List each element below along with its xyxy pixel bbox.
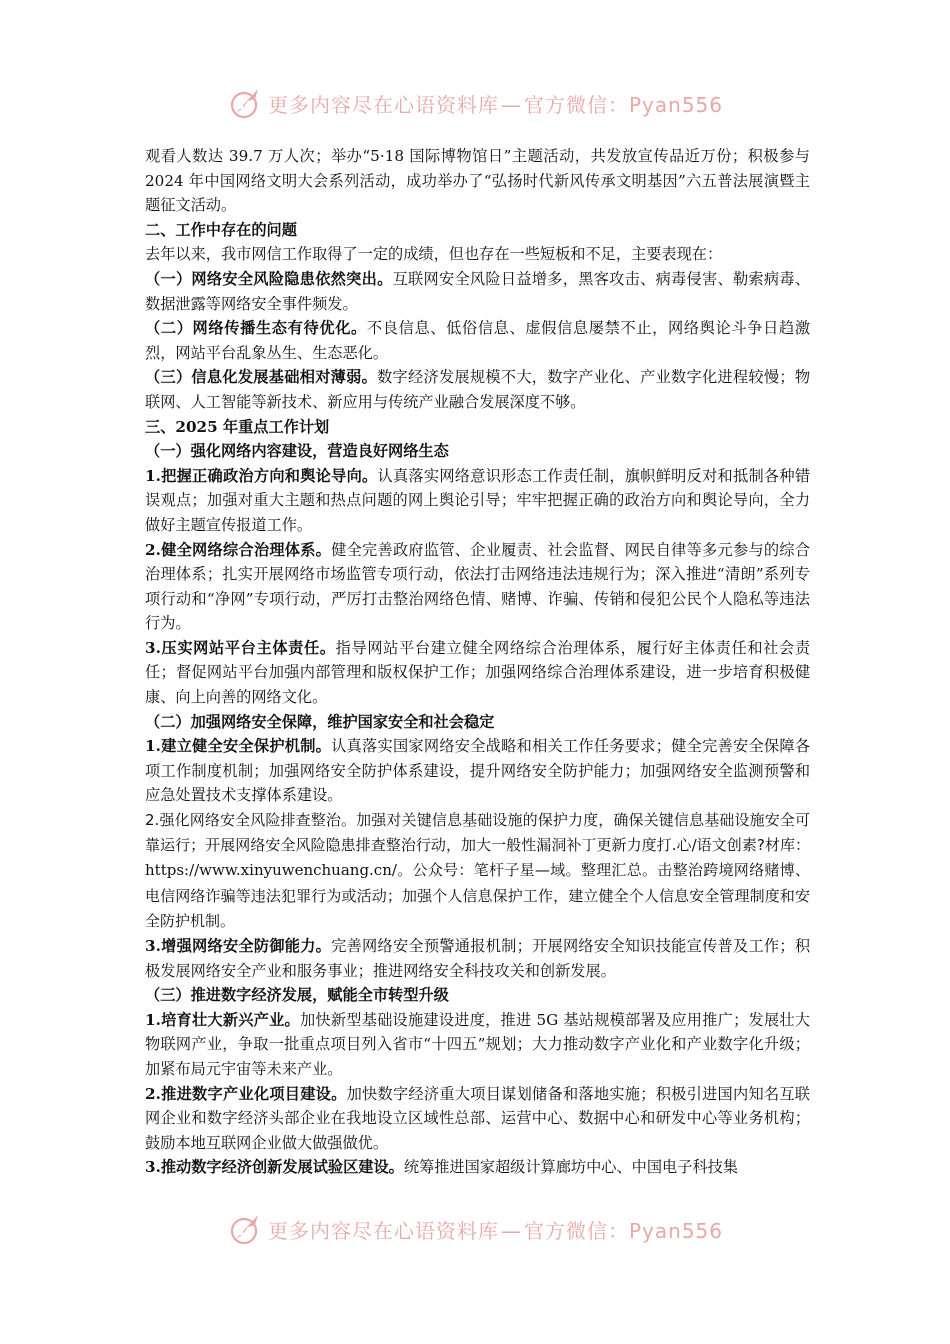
plan-item: 3.推动数字经济创新发展试验区建设。统筹推进国家超级计算廊坊中心、中国电子科技集	[145, 1158, 738, 1177]
subsection-heading: （一）强化网络内容建设，营造良好网络生态	[145, 442, 449, 461]
paragraph: 观看人数达 39.7 万人次；举办“5·18 国际博物馆日”主题活动，共发放宣传品近万份；积极参与 2024 年中国网络文明大会系列活动，成功举办了“弘扬时代新风传承文明基因”六五普法展演暨主题征文活动。	[145, 147, 810, 215]
subsection-heading: （三）推进数字经济发展，赋能全市转型升级	[145, 986, 449, 1005]
plan-item: 1.把握正确政治方向和舆论导向。认真落实网络意识形态工作责任制，旗帜鲜明反对和抵制各种错误观点；加强对重大主题和热点问题的网上舆论引导；牢牢把握正确的政治方向和舆论导向，全力做好主题宣传报道工作。	[145, 466, 811, 534]
plan-item: 1.建立健全安全保护机制。认真落实国家网络安全战略和相关工作任务要求；健全完善安全保障各项工作制度机制；加强网络安全防护体系建设，提升网络安全防护能力；加强网络安全监测预警和应急处置技术支撑体系建设。	[145, 737, 811, 805]
plan-item: 2.健全网络综合治理体系。健全完善政府监管、企业履责、社会监督、网民自律等多元参与的综合治理体系；扎实开展网络市场监管专项行动，依法打击网络违法违规行为；深入推进“清朗”系列专项行动和“净网”专项行动，严厉打击整治网络色情、赌博、诈骗、传销和侵犯公民个人隐私等违法行为。	[145, 540, 811, 633]
plan-item: 1.培育壮大新兴产业。加快新型基础设施建设进度，推进 5G 基站规模部署及应用推广；发展壮大物联网产业，争取一批重点项目列入省市“十四五”规划；大力推动数字产业化和产业数字化升级；加紧布局元宇宙等未来产业。	[145, 1010, 810, 1079]
plan-item: 3.增强网络安全防御能力。完善网络安全预警通报机制；开展网络安全知识技能宣传普及工作；积极发展网络安全产业和服务事业；推进网络安全科技攻关和创新发展。	[145, 937, 811, 980]
problem-item: （三）信息化发展基础相对薄弱。数字经济发展规模不大，数字产业化、产业数字化进程较慢；物联网、人工智能等新技术、新应用与传统产业融合发展深度不够。	[145, 368, 811, 411]
document-body	[145, 144, 810, 1180]
quill-logo-icon	[228, 1211, 264, 1247]
plan-item: 3.压实网站平台主体责任。指导网站平台建立健全网络综合治理体系，履行好主体责任和社会责任；督促网站平台加强内部管理和版权保护工作；加强网络综合治理体系建设，进一步培育积极健康、向上向善的网络文化。	[145, 638, 811, 707]
subsection-heading: （二）加强网络安全保障，维护国家安全和社会稳定	[145, 712, 495, 731]
section-heading: 三、2025 年重点工作计划	[145, 417, 330, 436]
website-link[interactable]: https://www.xinyuwenchuang.cn/	[145, 861, 397, 880]
watermark-text: 更多内容尽在心语资料库 — 官方微信：Pyan556	[268, 1218, 724, 1243]
watermark-footer	[228, 1209, 728, 1249]
problem-item: （一）网络安全风险隐患依然突出。互联网安全风险日益增多，黑客攻击、病毒侵害、勒索病毒、数据泄露等网络安全事件频发。	[145, 269, 811, 313]
section-heading: 二、工作中存在的问题	[145, 220, 297, 239]
problem-item: （二）网络传播生态有待优化。不良信息、低俗信息、虚假信息屡禁不止，网络舆论斗争日趋激烈，网站平台乱象丛生、生态恶化。	[145, 319, 811, 362]
plan-item: 2.推进数字产业化项目建设。加快数字经济重大项目谋划储备和落地实施；积极引进国内知名互联网企业和数字经济头部企业在我地设立区域性总部、运营中心、数据中心和研发中心等业务机构；鼓励本地互联网企业做大做强做优。	[145, 1084, 810, 1152]
plan-item-inserted-text: 2.强化网络安全风险排查整治。加强对关键信息基础设施的保护力度，确保关键信息基础设施安全可靠运行；开展网络安全风险隐患排查整治行动，加大一般性漏洞补丁更新力度打.心/语文创素?材库：https://www.xinyuwenchuang.cn/。公众号：笔杆子星—域。整理汇总。击整治跨境网络赌博、电信网络诈骗等违法犯罪行为或活动；加强个人信息保护工作，建立健全个人信息安全管理制度和安全防护机制。	[145, 811, 810, 930]
watermark-header	[228, 83, 728, 123]
paragraph: 去年以来，我市网信工作取得了一定的成绩，但也存在一些短板和不足，主要表现在：	[145, 245, 723, 264]
watermark-text: 更多内容尽在心语资料库 — 官方微信：Pyan556	[268, 92, 724, 117]
quill-logo-icon	[228, 85, 264, 121]
